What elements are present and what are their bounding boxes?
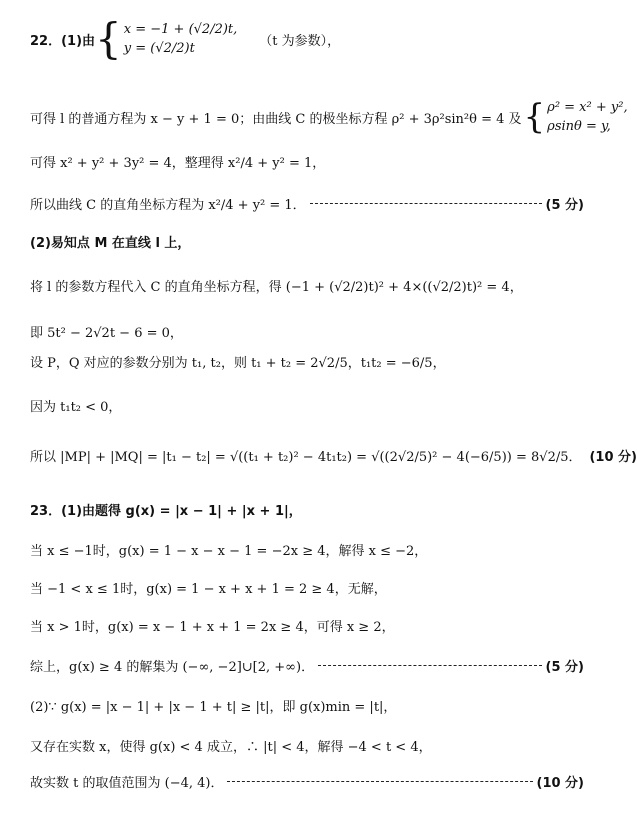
- q23-summary: [30, 656, 584, 675]
- q22-line2: [30, 152, 584, 171]
- q23-part2: [30, 696, 584, 715]
- dotted-leader: [227, 781, 532, 782]
- q22-line7-text: 因为 t₁t₂ < 0，: [30, 400, 122, 415]
- polar-eq-1: ρ² = x² + y²,: [547, 100, 628, 115]
- q23-exist-text: 又存在实数 x，使得 g(x) < 4 成立，∴ |t| < 4，解得 −4 < t < 4，: [30, 740, 432, 755]
- parametric-system: [124, 22, 238, 56]
- q22-part2: [30, 232, 584, 251]
- q22-line3: [30, 194, 584, 213]
- q22-line5: [30, 322, 584, 341]
- q23-case2-text: 当 −1 < x ≤ 1时，g(x) = 1 − x + x + 1 = 2 ≥ 4，无解，: [30, 582, 387, 597]
- q22-part2-label: (2)易知点 M 在直线 l 上，: [30, 236, 191, 251]
- dotted-leader: [310, 203, 542, 204]
- q22-line6-text: 设 P，Q 对应的参数分别为 t₁, t₂，则 t₁ + t₂ = 2√2/5，t₁t₂ = −6/5，: [30, 356, 446, 371]
- q22-line8-text: 所以 |MP| + |MQ| = |t₁ − t₂| = √((t₁ + t₂)² − 4t₁t₂) = √((2√2/5)² − 4(−6/5)) = 8√2/5．: [30, 450, 582, 465]
- polar-brace: {: [523, 97, 546, 137]
- q23-label: 23．(1)由题得 g(x) = |x − 1| + |x + 1|，: [30, 504, 302, 519]
- q23-score-10: (10 分): [536, 776, 584, 791]
- q23-conclusion: [30, 772, 584, 791]
- q22-line4-text: 将 l 的参数方程代入 C 的直角坐标方程，得 (−1 + (√2/2)t)² + 4×((√2/2)t)² = 4，: [30, 280, 523, 295]
- q23-case1-text: 当 x ≤ −1时，g(x) = 1 − x − x − 1 = −2x ≥ 4，解得 x ≤ −2，: [30, 544, 428, 559]
- q22-line5-text: 即 5t² − 2√2t − 6 = 0，: [30, 326, 183, 341]
- q22-header: [30, 14, 584, 63]
- q22-line7: [30, 396, 584, 415]
- system-brace: {: [95, 14, 122, 63]
- polar-eq-2: ρsinθ = y,: [547, 119, 611, 134]
- q22-line3-text: 所以曲线 C 的直角坐标方程为 x²/4 + y² = 1．: [30, 198, 306, 213]
- q22-line8: [30, 446, 637, 465]
- q23-summary-text: 综上，g(x) ≥ 4 的解集为 (−∞, −2]∪[2, +∞)．: [30, 660, 315, 675]
- q23-part2-text: (2)∵ g(x) = |x − 1| + |x − 1 + t| ≥ |t|，即 g(x)min = |t|，: [30, 700, 397, 715]
- dotted-leader: [318, 665, 541, 666]
- q22-score-5: (5 分): [545, 198, 584, 213]
- q23-case3-text: 当 x > 1时，g(x) = x − 1 + x + 1 = 2x ≥ 4，可得 x ≥ 2，: [30, 620, 395, 635]
- polar-system: [547, 100, 627, 134]
- q22-line1: [30, 96, 628, 138]
- q23-conclusion-text: 故实数 t 的取值范围为 (−4, 4)．: [30, 776, 224, 791]
- q23-exist: [30, 736, 584, 755]
- q23-header: [30, 500, 584, 519]
- q22-line2-text: 可得 x² + y² + 3y² = 4，整理得 x²/4 + y² = 1，: [30, 156, 326, 171]
- q23-case1: [30, 540, 584, 559]
- q22-line4: [30, 276, 584, 295]
- q23-case3: [30, 616, 584, 635]
- q22-label: 22．(1)由: [30, 33, 96, 49]
- q22-score-10: (10 分): [589, 450, 637, 465]
- q22-line1-text: 可得 l 的普通方程为 x − y + 1 = 0；由曲线 C 的极坐标方程 ρ² + 3ρ²sin²θ = 4 及: [30, 111, 522, 127]
- param-y-eq: y = (√2/2)t: [123, 41, 195, 56]
- q22-line6: [30, 352, 584, 371]
- q23-score-5: (5 分): [545, 660, 584, 675]
- param-x-eq: x = −1 + (√2/2)t,: [123, 22, 238, 37]
- param-note: （t 为参数），: [259, 33, 341, 49]
- q23-case2: [30, 578, 584, 597]
